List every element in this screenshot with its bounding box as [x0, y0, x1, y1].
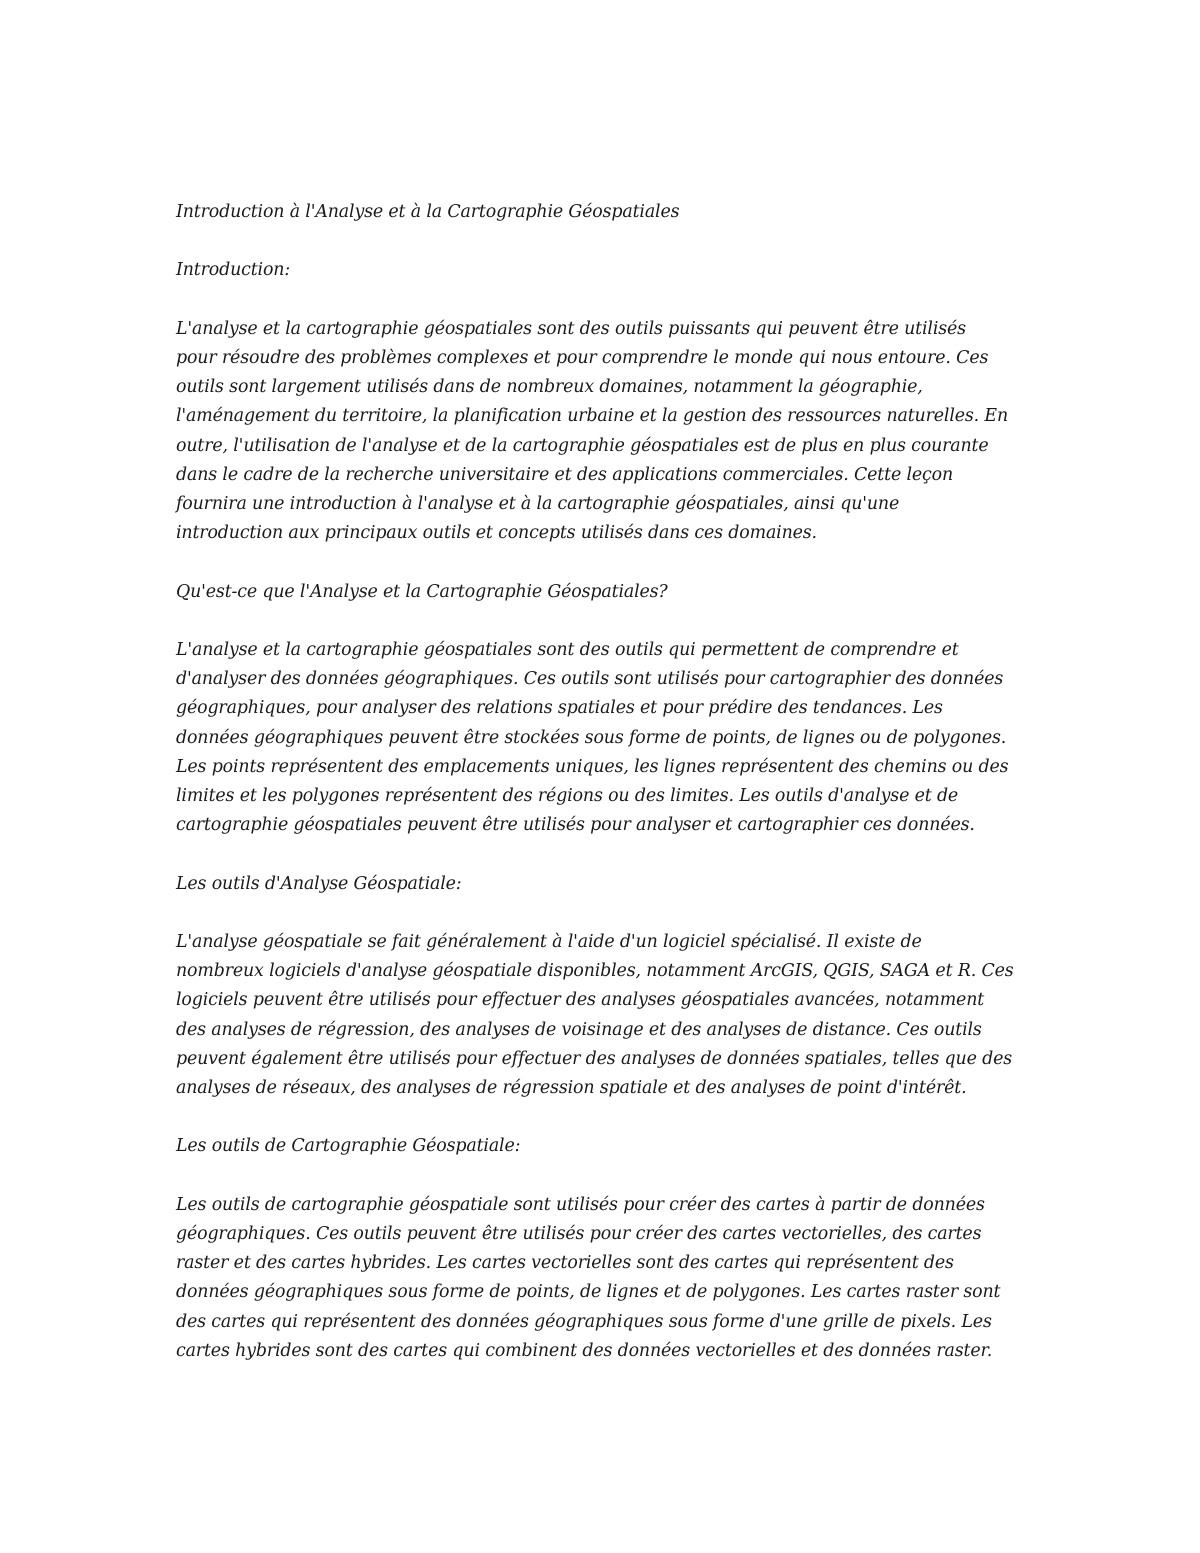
document-body: [176, 198, 1036, 1395]
section-paragraph-mapping-tools: [176, 1191, 1036, 1366]
paragraph-line: outre, l'utilisation de l'analyse et de la cartographie géospatiales est de plus en plus courante: [176, 435, 989, 456]
paragraph-line: L'analyse et la cartographie géospatiales sont des outils puissants qui peuvent être utilisés: [176, 318, 966, 339]
section-paragraph-analysis-tools: [176, 928, 1036, 1103]
paragraph-line: cartographie géospatiales peuvent être utilisés pour analyser et cartographier ces données.: [176, 815, 975, 836]
document-title: Introduction à l'Analyse et à la Cartographie Géospatiales: [176, 202, 680, 222]
paragraph-line: logiciels peuvent être utilisés pour effectuer des analyses géospatiales avancées, notamment: [176, 990, 985, 1011]
paragraph-line: données géographiques peuvent être stockées sous forme de points, de lignes ou de polygones.: [176, 727, 1007, 748]
paragraph-line: L'analyse et la cartographie géospatiales sont des outils qui permettent de comprendre et: [176, 639, 959, 660]
paragraph-line: Les outils de cartographie géospatiale sont utilisés pour créer des cartes à partir de données: [176, 1194, 985, 1215]
paragraph-line: limites et les polygones représentent des régions ou des limites. Les outils d'analyse et de: [176, 786, 959, 806]
section-heading-what-is: Qu'est-ce que l'Analyse et la Cartographie Géospatiales?: [176, 581, 668, 602]
paragraph-line: fournira une introduction à l'analyse et à la cartographie géospatiales, ainsi qu'une: [176, 494, 900, 514]
paragraph-line: des cartes qui représentent des données géographiques sous forme d'une grille de pixels. Les: [176, 1311, 992, 1332]
paragraph-line: d'analyser des données géographiques. Ces outils sont utilisés pour cartographier des données: [176, 669, 1004, 690]
intro-heading: Introduction:: [176, 260, 291, 281]
intro-paragraph: [176, 315, 1036, 549]
paragraph-line: Les points représentent des emplacements uniques, les lignes représentent des chemins ou des: [176, 756, 1009, 777]
paragraph-line: géographiques. Ces outils peuvent être utilisés pour créer des cartes vectorielles, des cartes: [176, 1223, 982, 1244]
paragraph-line: outils sont largement utilisés dans de nombreux domaines, notamment la géographie,: [176, 377, 923, 398]
paragraph-line: pour résoudre des problèmes complexes et pour comprendre le monde qui nous entoure. Ces: [176, 347, 989, 368]
paragraph-line: nombreux logiciels d'analyse géospatiale disponibles, notamment ArcGIS, QGIS, SAGA et R. Ces: [176, 961, 1014, 982]
paragraph-line: géographiques, pour analyser des relations spatiales et pour prédire des tendances. Les: [176, 698, 943, 719]
section-paragraph-what-is: [176, 636, 1036, 840]
paragraph-line: données géographiques sous forme de points, de lignes et de polygones. Les cartes raster sont: [176, 1282, 1001, 1303]
paragraph-line: dans le cadre de la recherche universitaire et des applications commerciales. Cette leçon: [176, 464, 953, 485]
paragraph-line: peuvent également être utilisés pour effectuer des analyses de données spatiales, telles que des: [176, 1048, 1013, 1069]
section-heading-analysis-tools: Les outils d'Analyse Géospatiale:: [176, 873, 462, 894]
paragraph-line: cartes hybrides sont des cartes qui combinent des données vectorielles et des données raster.: [176, 1340, 993, 1361]
section-heading-mapping-tools: Les outils de Cartographie Géospatiale:: [176, 1136, 521, 1157]
paragraph-line: raster et des cartes hybrides. Les cartes vectorielles sont des cartes qui représentent des: [176, 1253, 954, 1274]
paragraph-line: L'analyse géospatiale se fait généralement à l'aide d'un logiciel spécialisé. Il existe de: [176, 931, 922, 952]
paragraph-line: introduction aux principaux outils et concepts utilisés dans ces domaines.: [176, 523, 817, 544]
paragraph-line: des analyses de régression, des analyses de voisinage et des analyses de distance. Ces outils: [176, 1019, 982, 1040]
paragraph-line: l'aménagement du territoire, la planification urbaine et la gestion des ressources naturelles. En: [176, 406, 1008, 427]
paragraph-line: analyses de réseaux, des analyses de régression spatiale et des analyses de point d'intérêt.: [176, 1078, 967, 1098]
